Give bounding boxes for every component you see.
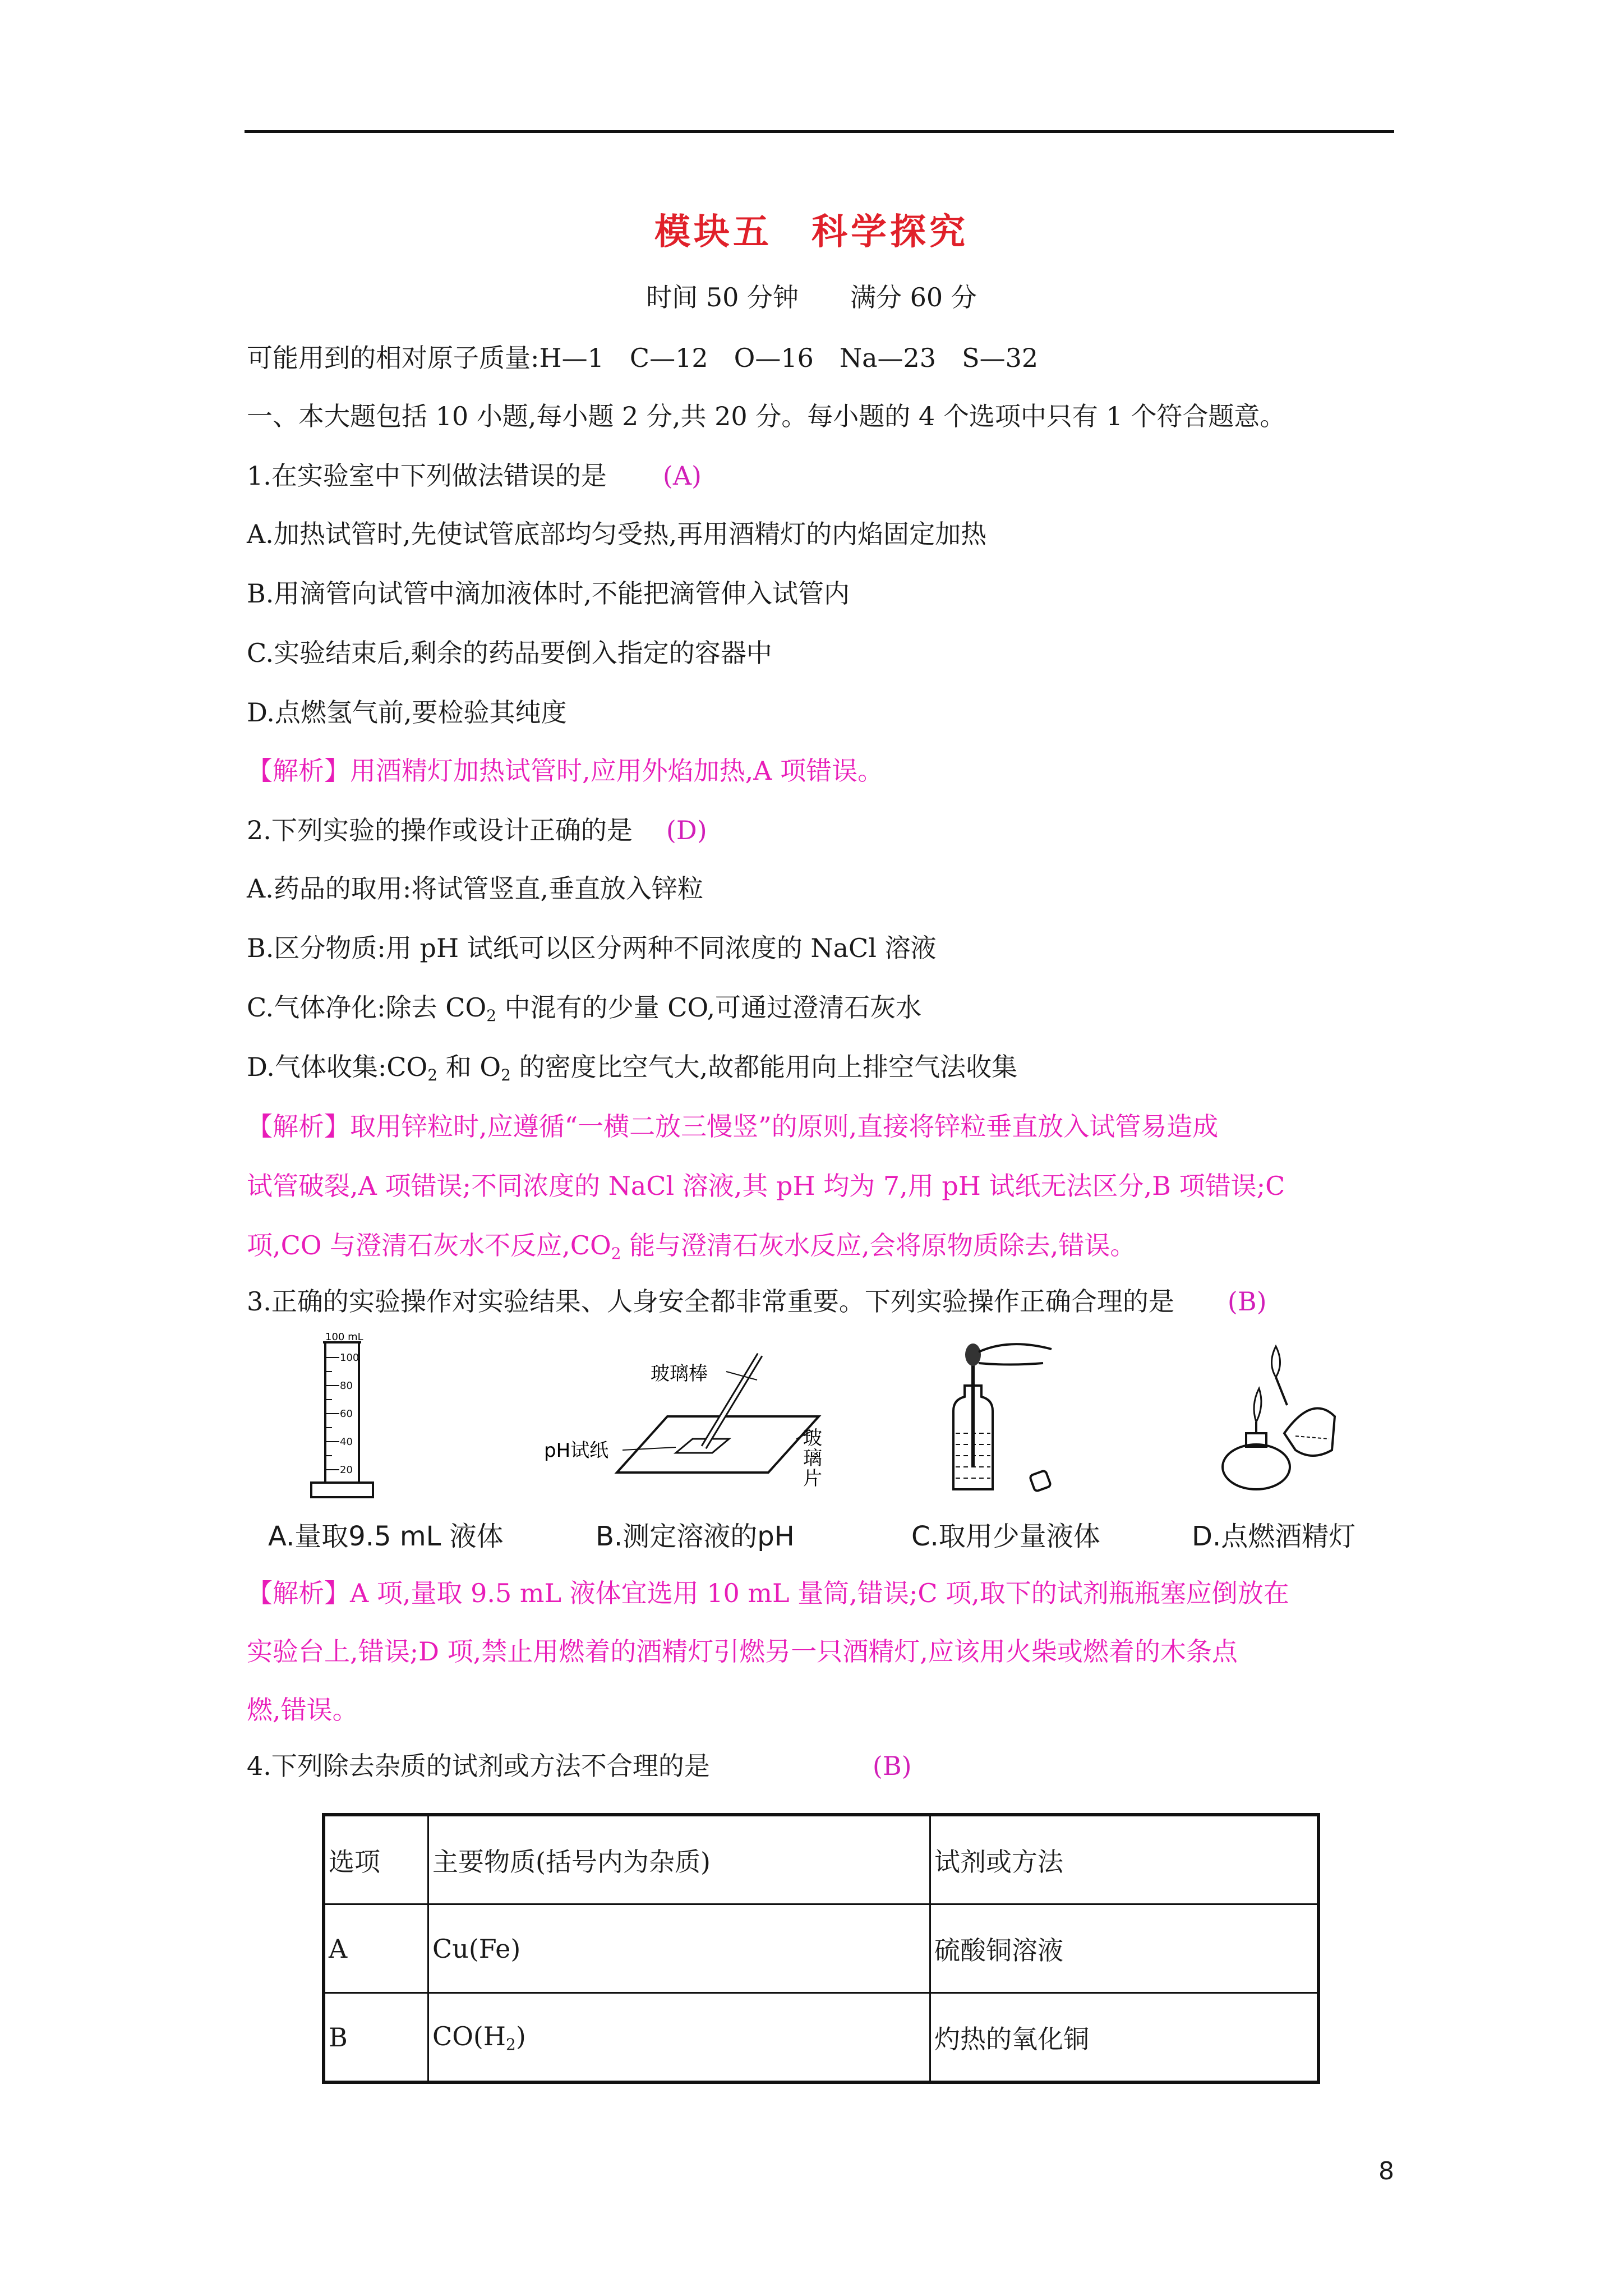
glass-plate-label: 片 xyxy=(803,1467,822,1490)
analysis: 试管破裂,A 项错误;不同浓度的 NaCl 溶液,其 pH 均为 7,用 pH 试纸无法区分,B 项错误;C xyxy=(247,1171,1285,1201)
cell-text: CO(H xyxy=(432,2021,506,2051)
glass-plate-label: 玻 xyxy=(803,1427,822,1450)
page-number: 8 xyxy=(1378,2157,1394,2185)
glass-plate-label: 璃 xyxy=(803,1447,822,1470)
table-header-row xyxy=(324,1815,1318,1904)
tick-label: 20 xyxy=(340,1464,353,1476)
question-stem-text: 4.下列除去杂质的试剂或方法不合理的是 xyxy=(247,1751,710,1781)
question-3-stem xyxy=(247,1285,1267,1318)
ph-paper-label: pH试纸 xyxy=(544,1439,609,1462)
option-d xyxy=(247,1050,1017,1092)
analysis: 【解析】取用锌粒时,应遵循“一横二放三慢竖”的原则,直接将锌粒垂直放入试管易造成 xyxy=(247,1111,1219,1142)
question-4-stem xyxy=(247,1749,912,1783)
option-c: C.实验结束后,剩余的药品要倒入指定的容器中 xyxy=(247,638,772,668)
option-a: A.加热试管时,先使试管底部均匀受热,再用酒精灯的内焰固定加热 xyxy=(247,519,987,549)
alcohol-lamp-figure xyxy=(1211,1332,1357,1506)
question-stem-text: 1.在实验室中下列做法错误的是 xyxy=(247,461,607,491)
table-row xyxy=(324,1904,1318,1993)
glass-rod-label: 玻璃棒 xyxy=(651,1363,708,1385)
option-a: A.药品的取用:将试管竖直,垂直放入锌粒 xyxy=(247,873,703,904)
subscript: 2 xyxy=(501,1066,511,1084)
option-b: B.区分物质:用 pH 试纸可以区分两种不同浓度的 NaCl 溶液 xyxy=(247,933,937,963)
analysis: 燃,错误。 xyxy=(247,1695,358,1725)
figure-b-caption: B.测定溶液的pH xyxy=(596,1521,795,1552)
option-d: D.点燃氢气前,要检验其纯度 xyxy=(247,697,567,728)
tick-label: 80 xyxy=(340,1380,353,1392)
analysis: 【解析】用酒精灯加热试管时,应用外焰加热,A 项错误。 xyxy=(247,756,884,786)
page-title: 模块五 科学探究 xyxy=(654,211,969,253)
cylinder-top-label: 100 mL xyxy=(325,1332,363,1343)
option-text: 的密度比空气大,故都能用向上排空气法收集 xyxy=(510,1052,1018,1082)
graduated-cylinder-figure xyxy=(303,1332,387,1506)
table-header-cell: 选项 xyxy=(324,1815,428,1904)
atomic-mass-line: 可能用到的相对原子质量:H—1 C—12 O—16 Na—23 S—32 xyxy=(247,343,1039,373)
subscript: 2 xyxy=(486,1006,497,1025)
tick-label: 60 xyxy=(340,1408,353,1420)
table-cell: 硫酸铜溶液 xyxy=(930,1904,1319,1993)
options-table xyxy=(322,1813,1320,2084)
option-c xyxy=(247,991,921,1033)
analysis: 实验台上,错误;D 项,禁止用燃着的酒精灯引燃另一只酒精灯,应该用火柴或燃着的木条点 xyxy=(247,1636,1238,1667)
table-header-cell: 主要物质(括号内为杂质) xyxy=(428,1815,930,1904)
option-b: B.用滴管向试管中滴加液体时,不能把滴管伸入试管内 xyxy=(247,578,850,609)
question-2-stem xyxy=(247,813,707,847)
tick-label: 100 xyxy=(340,1352,359,1364)
table-header-cell: 试剂或方法 xyxy=(930,1815,1319,1904)
table-row xyxy=(324,1993,1318,2083)
subscript: 2 xyxy=(427,1066,438,1084)
exam-meta: 时间 50 分钟 满分 60 分 xyxy=(646,282,977,312)
ph-test-figure xyxy=(538,1332,852,1506)
answer-mark: (B) xyxy=(1227,1286,1267,1317)
option-text: C.气体净化:除去 CO xyxy=(247,992,487,1023)
question-stem-text: 3.正确的实验操作对实验结果、人身安全都非常重要。下列实验操作正确合理的是 xyxy=(247,1286,1174,1317)
dropper-bottle-figure xyxy=(931,1332,1077,1506)
answer-mark: (D) xyxy=(666,815,707,845)
option-text: 和 O xyxy=(437,1052,501,1082)
figure-a-caption: A.量取9.5 mL 液体 xyxy=(268,1521,504,1552)
analysis-text: 能与澄清石灰水反应,会将原物质除去,错误。 xyxy=(621,1230,1136,1260)
analysis-text: 项,CO 与澄清石灰水不反应,CO xyxy=(247,1230,611,1260)
table-cell: B xyxy=(324,1993,428,2083)
figure-d-caption: D.点燃酒精灯 xyxy=(1192,1521,1356,1552)
analysis xyxy=(247,1228,1136,1271)
tick-label: 40 xyxy=(340,1436,353,1448)
figure-c-caption: C.取用少量液体 xyxy=(911,1521,1100,1552)
answer-mark: (B) xyxy=(872,1751,912,1781)
table-cell xyxy=(428,1993,930,2083)
cell-text: ) xyxy=(515,2021,526,2051)
question-1-stem xyxy=(247,459,702,493)
header-rule xyxy=(245,130,1394,133)
subscript: 2 xyxy=(505,2035,516,2054)
option-text: D.气体收集:CO xyxy=(247,1052,428,1082)
section-heading: 一、本大题包括 10 小题,每小题 2 分,共 20 分。每小题的 4 个选项中只有 1 个符合题意。 xyxy=(247,401,1286,431)
table-cell: A xyxy=(324,1904,428,1993)
question-stem-text: 2.下列实验的操作或设计正确的是 xyxy=(247,815,633,845)
table-cell: 灼热的氧化铜 xyxy=(930,1993,1319,2083)
answer-mark: (A) xyxy=(662,461,702,491)
analysis: 【解析】A 项,量取 9.5 mL 液体宜选用 10 mL 量筒,错误;C 项,取下的试剂瓶瓶塞应倒放在 xyxy=(247,1578,1289,1608)
option-text: 中混有的少量 CO,可通过澄清石灰水 xyxy=(496,992,922,1023)
subscript: 2 xyxy=(611,1244,621,1263)
table-cell: Cu(Fe) xyxy=(428,1904,930,1993)
